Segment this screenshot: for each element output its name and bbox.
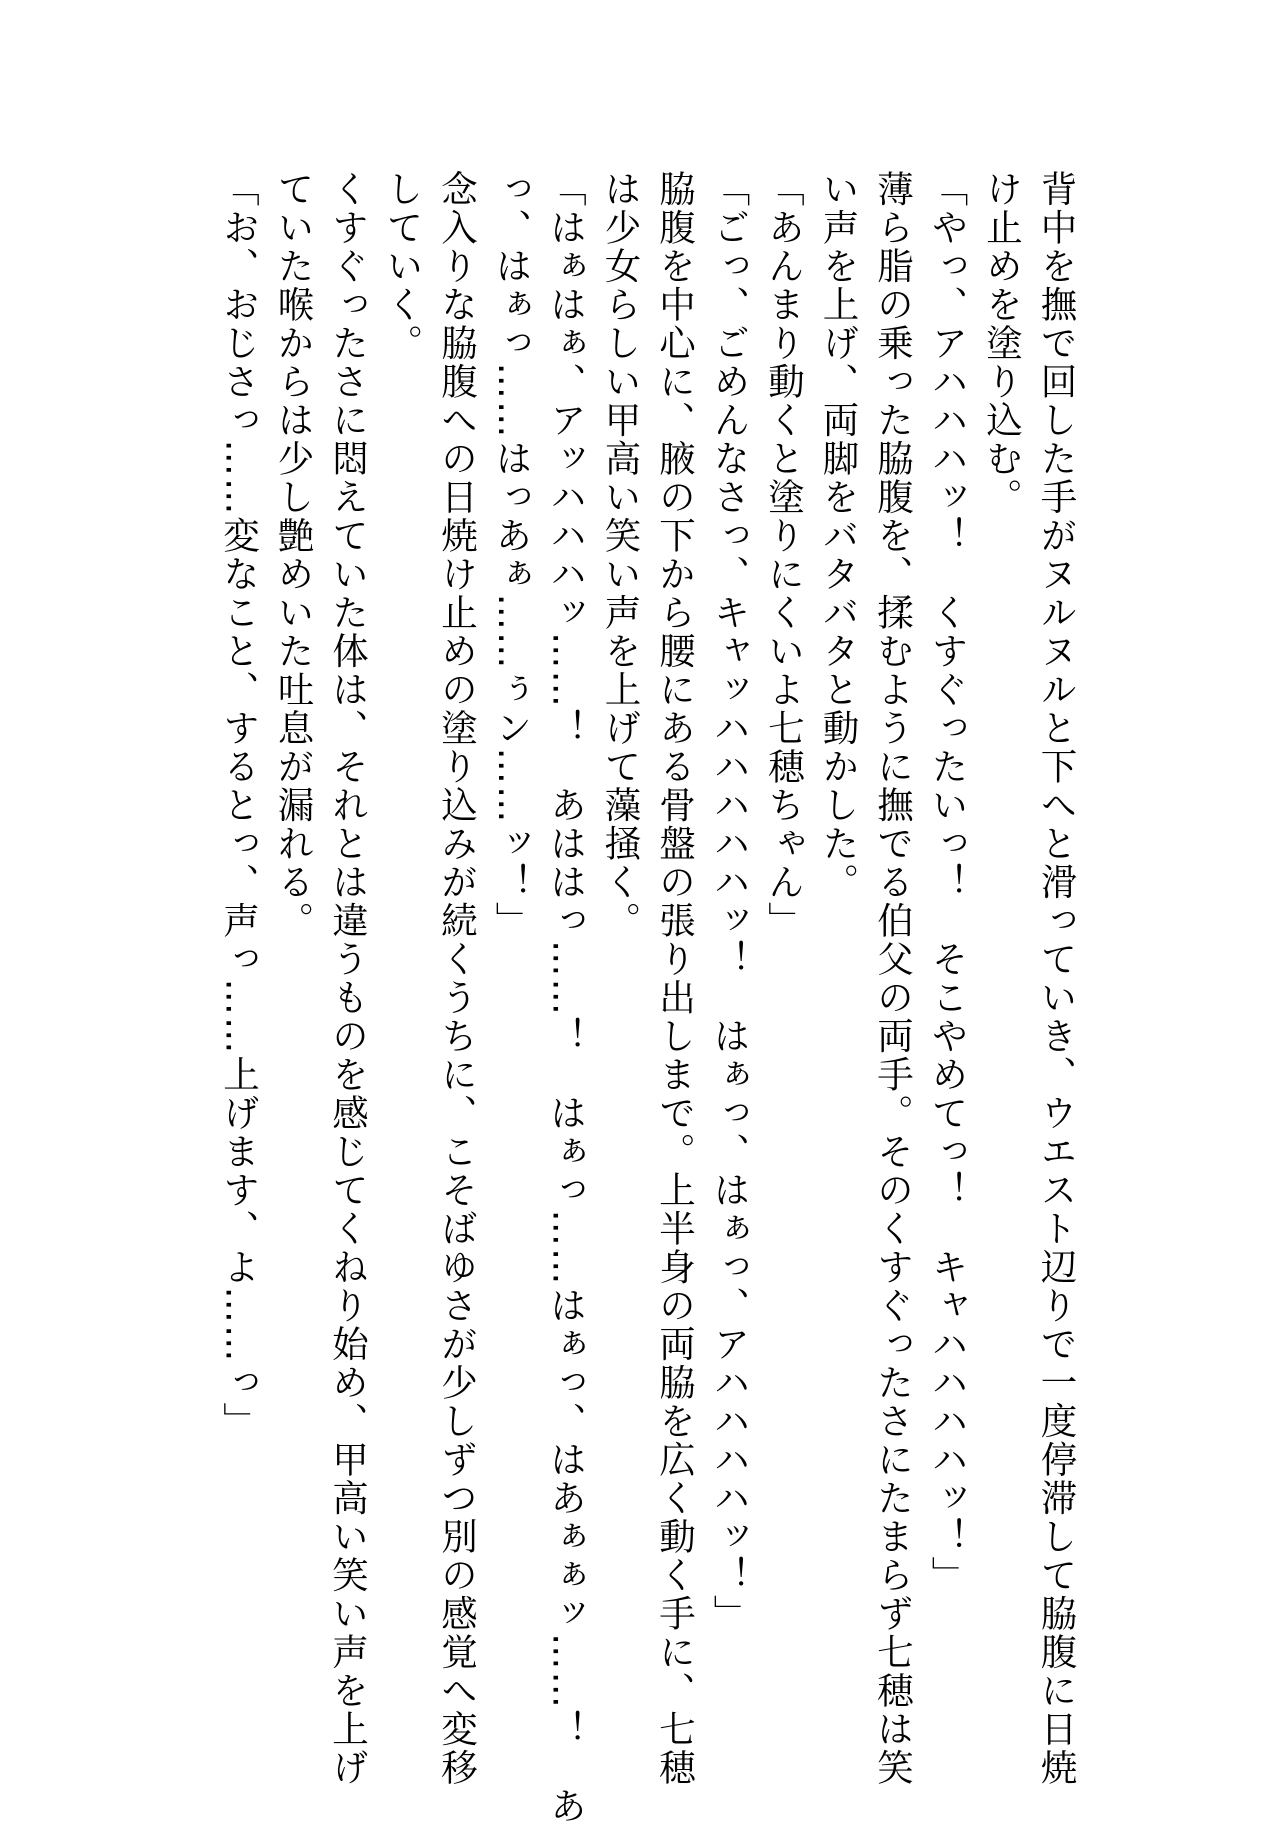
text-column-3: 「やっ、アハハハッ！ くすぐったいっ！ そこやめてっ！ キャハハハハッ！」 [926, 170, 969, 1595]
text-column-7: 「ごっ、ごめんなさっ、キャッハハハハハッ！ はぁっ、はぁっ、アハハハハッ！」 [708, 170, 751, 1633]
text-column-6: 「あんまり動くと塗りにくいよ七穂ちゃん」 [762, 170, 806, 940]
text-column-10: 「はぁはぁ、アッハハハッ……！ あははっ……！ はぁっ……はぁっ、はあぁぁッ……！ あ [544, 170, 588, 1826]
text-column-14: くすぐったさに悶えていた体は、それとは違うものを感じてくねり始め、甲高い笑い声を上げ [326, 170, 370, 1787]
text-column-9: は少女らしい甲高い笑い声を上げて藻掻く。 [599, 170, 642, 940]
text-column-4: 薄ら脂の乗った脇腹を、揉むように撫でる伯父の両手。そのくすぐったさにたまらず七穂は笑 [871, 170, 915, 1787]
text-column-5: い声を上げ、両脚をバタバタと動かした。 [817, 170, 860, 902]
text-column-1: 背中を撫で回した手がヌルヌルと下へと滑っていき、ウエスト辺りで一度停滞して脇腹に日焼 [1035, 170, 1078, 1787]
text-column-11: っ、はぁっ……はっあぁ……ぅン……ッ！」 [490, 170, 533, 940]
text-column-8: 脇腹を中心に、腋の下から腰にある骨盤の張り出しまで。上半身の両脇を広く動く手に、七穂 [653, 170, 697, 1787]
text-column-16: 「お、おじさっ……変なこと、するとっ、声っ……上げます、よ……っ」 [217, 170, 261, 1441]
text-column-12: 念入りな脇腹への日焼け止めの塗り込みが続くうちに、こそばゆさが少しずつ別の感覚へ変移 [435, 170, 479, 1787]
text-column-15: ていた喉からは少し艶めいた吐息が漏れる。 [272, 170, 315, 940]
vertical-text-body [211, 170, 1083, 1826]
text-column-2: け止めを塗り込む。 [980, 170, 1024, 517]
text-column-13: していく。 [381, 170, 424, 363]
